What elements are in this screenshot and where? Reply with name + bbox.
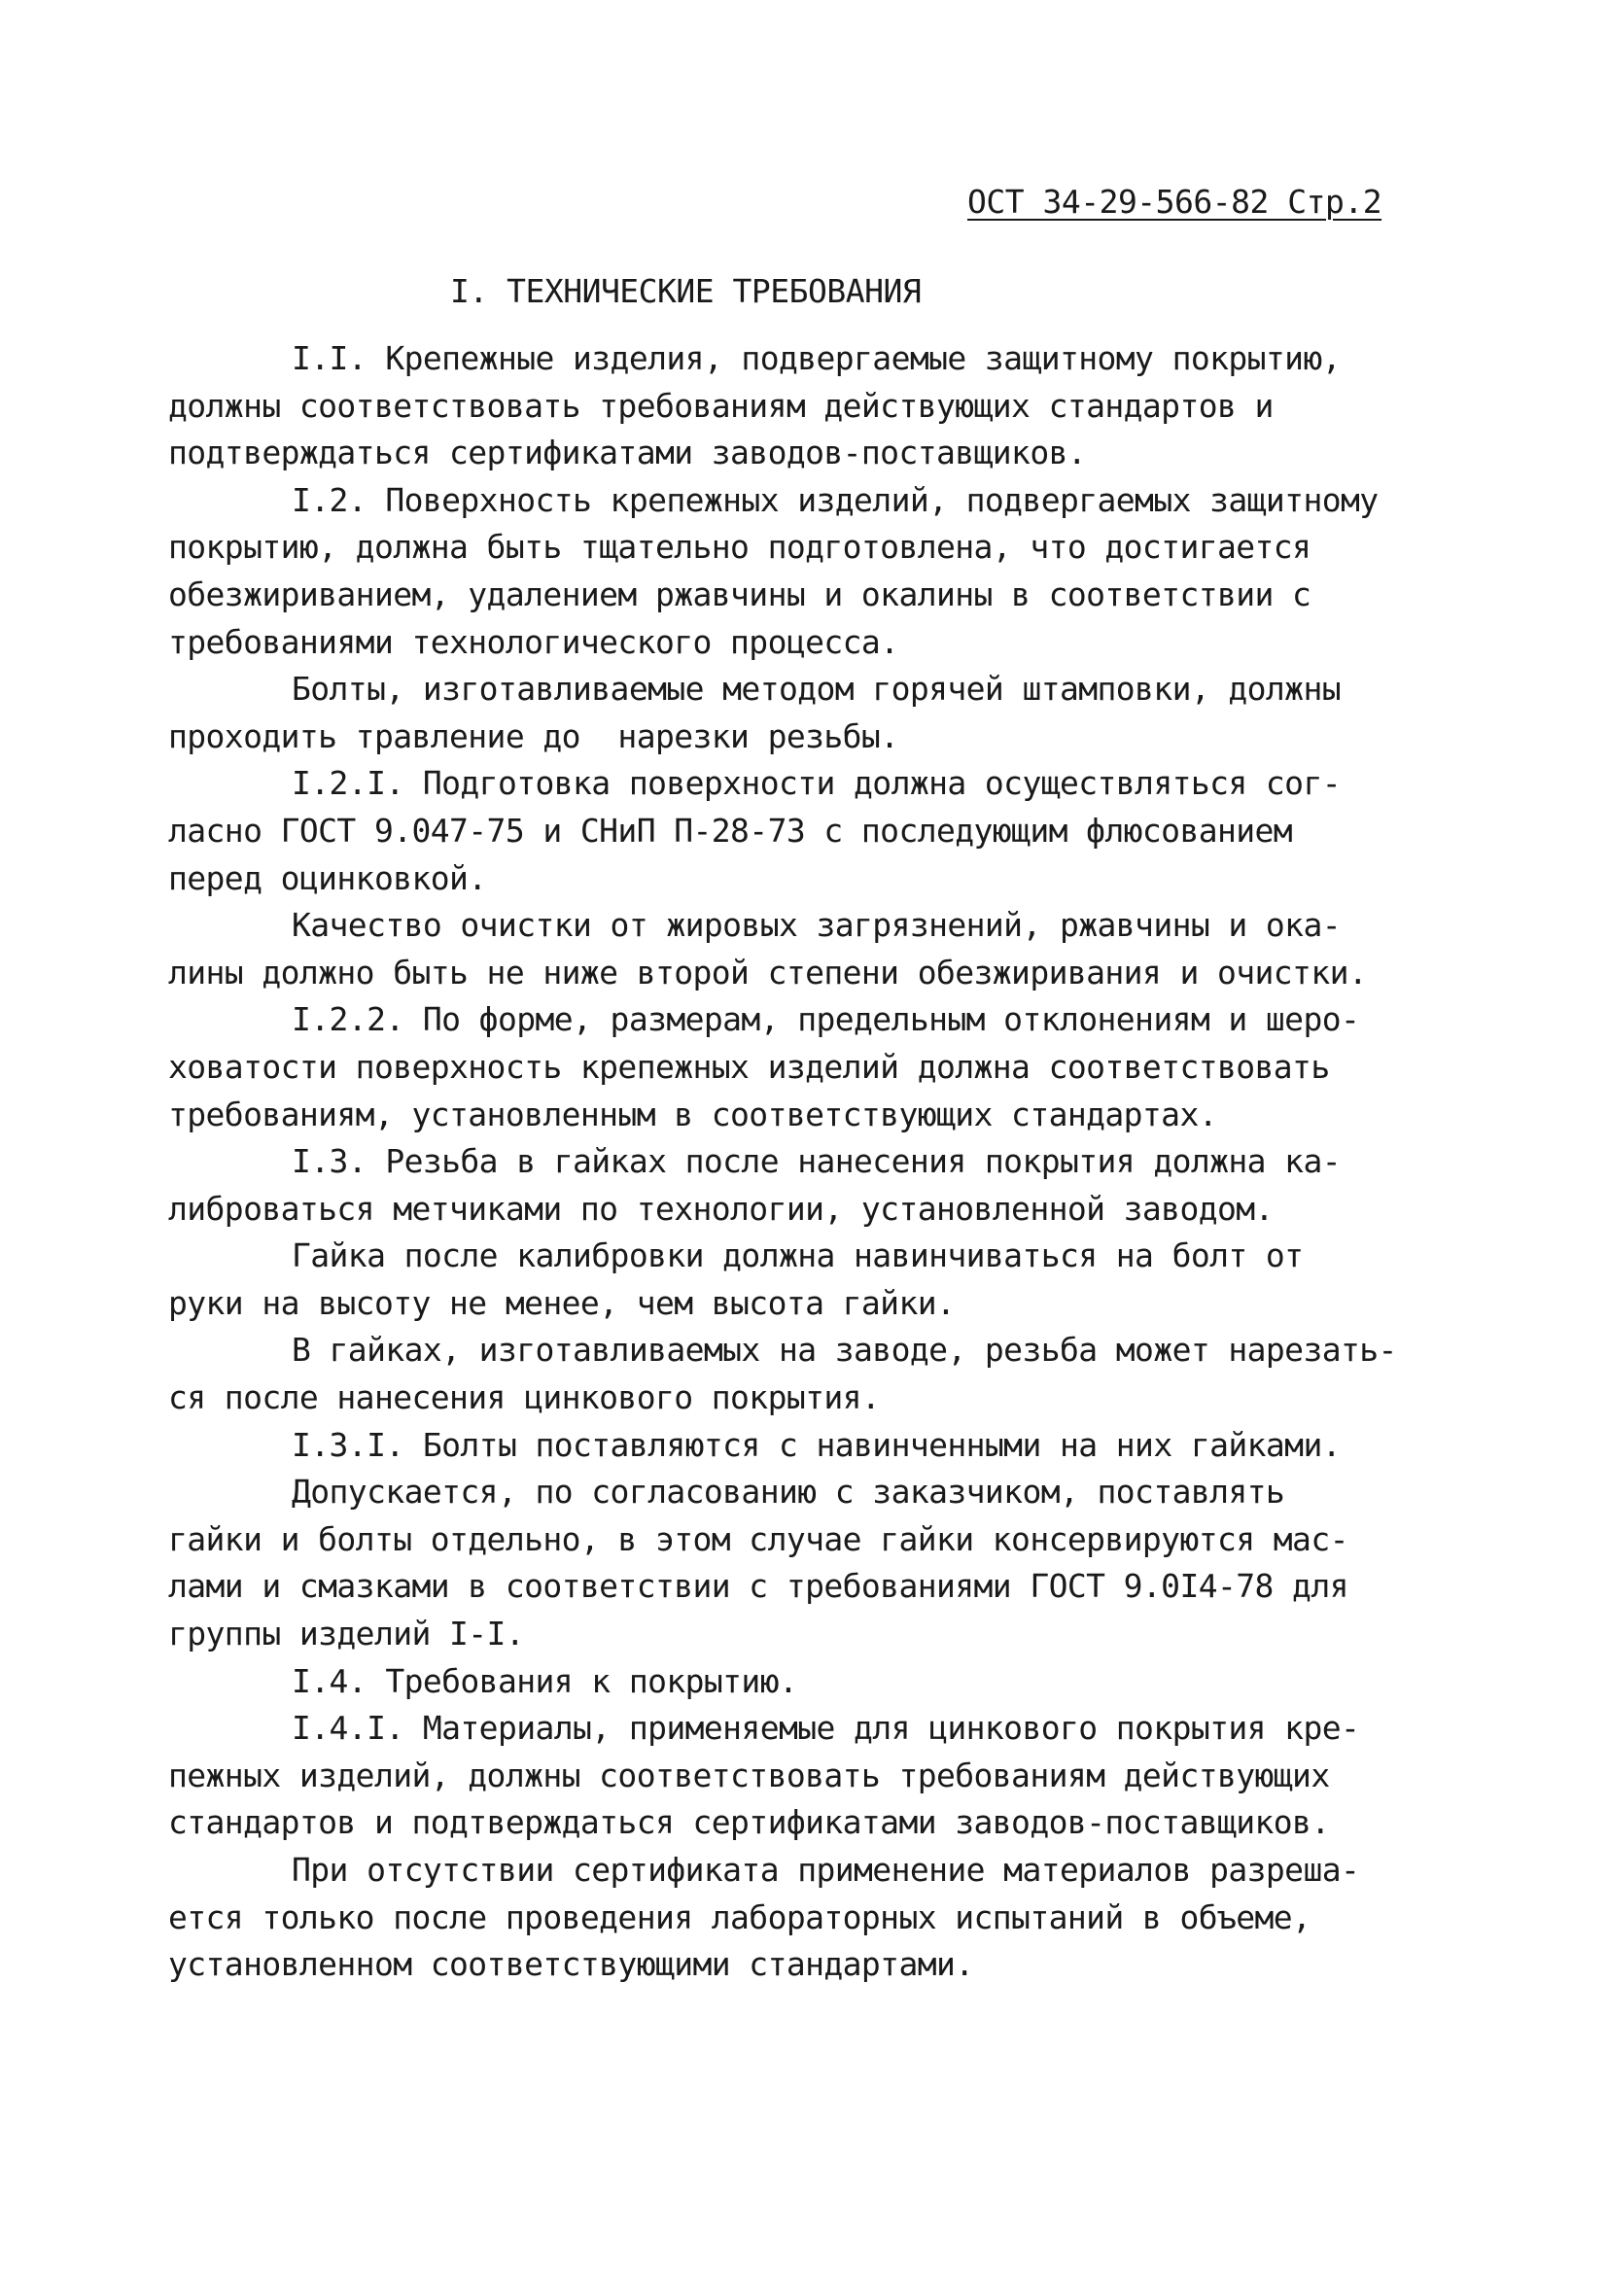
text-line: обезжириванием, удалением ржавчины и окалины в соответствии с — [168, 574, 1311, 613]
text-line: Качество очистки от жировых загрязнений, ржавчины и ока- — [292, 906, 1341, 945]
text-line: ся после нанесения цинкового покрытия. — [168, 1378, 881, 1417]
text-line: I.2.2. По форме, размерам, предельным отклонениям и шеро- — [292, 1000, 1360, 1039]
text-line: I.2.I. Подготовка поверхности должна осуществляться сог- — [292, 764, 1341, 803]
text-line: Допускается, по согласованию с заказчиком, поставлять — [292, 1473, 1285, 1512]
text-line: покрытию, должна быть тщательно подготовлена, что достигается — [168, 528, 1311, 567]
body-text — [168, 335, 1471, 1989]
text-line: руки на высоту не менее, чем высота гайки. — [168, 1283, 956, 1322]
text-line: лами и смазками в соответствии с требованиями ГОСТ 9.0I4-78 для — [168, 1567, 1348, 1606]
section-title: I. ТЕХНИЧЕСКИЕ ТРЕБОВАНИЯ — [450, 272, 922, 310]
text-line: должны соответствовать требованиям действующих стандартов и — [168, 386, 1274, 425]
text-line: перед оцинковкой. — [168, 858, 487, 897]
text-line: ласно ГОСТ 9.047-75 и СНиП П-28-73 с последующим флюсованием — [168, 811, 1293, 850]
text-line: ховатости поверхность крепежных изделий должна соответствовать — [168, 1047, 1330, 1086]
text-line: Болты, изготавливаемые методом горячей штамповки, должны — [292, 670, 1341, 709]
text-line: I.I. Крепежные изделия, подвергаемые защитному покрытию, — [292, 339, 1341, 377]
text-line: I.3. Резьба в гайках после нанесения покрытия должна ка- — [292, 1142, 1341, 1181]
text-line: группы изделий I-I. — [168, 1615, 525, 1653]
text-line: подтверждаться сертификатами заводов-поставщиков. — [168, 434, 1087, 472]
text-line: либроваться метчиками по технологии, установленной заводом. — [168, 1189, 1274, 1228]
text-line: пежных изделий, должны соответствовать требованиям действующих — [168, 1756, 1330, 1794]
text-line: ется только после проведения лабораторных испытаний в объеме, — [168, 1897, 1311, 1936]
text-line: требованиями технологического процесса. — [168, 622, 899, 661]
text-line: В гайках, изготавливаемых на заводе, резьба может нарезать- — [292, 1331, 1397, 1370]
text-line: Гайка после калибровки должна навинчиваться на болт от — [292, 1236, 1304, 1275]
text-line: проходить травление до нарезки резьбы. — [168, 716, 899, 755]
text-line: требованиям, установленным в соответствующих стандартах. — [168, 1095, 1217, 1133]
text-line: При отсутствии сертификата применение материалов разреша- — [292, 1851, 1360, 1889]
text-line: I.4. Требования к покрытию. — [292, 1661, 798, 1700]
text-line: установленном соответствующими стандартами. — [168, 1945, 974, 1984]
text-line: лины должно быть не ниже второй степени обезжиривания и очистки. — [168, 953, 1368, 991]
document-reference: ОСТ 34-29-566-82 Стр.2 — [967, 183, 1382, 221]
text-line: стандартов и подтверждаться сертификатами заводов-поставщиков. — [168, 1803, 1330, 1842]
text-line: гайки и болты отдельно, в этом случае гайки консервируются мас- — [168, 1519, 1348, 1558]
text-line: I.3.I. Болты поставляются с навинченными на них гайками. — [292, 1425, 1341, 1464]
text-line: I.4.I. Материалы, применяемые для цинкового покрытия кре- — [292, 1709, 1360, 1748]
text-line: I.2. Поверхность крепежных изделий, подвергаемых защитному — [292, 480, 1379, 519]
